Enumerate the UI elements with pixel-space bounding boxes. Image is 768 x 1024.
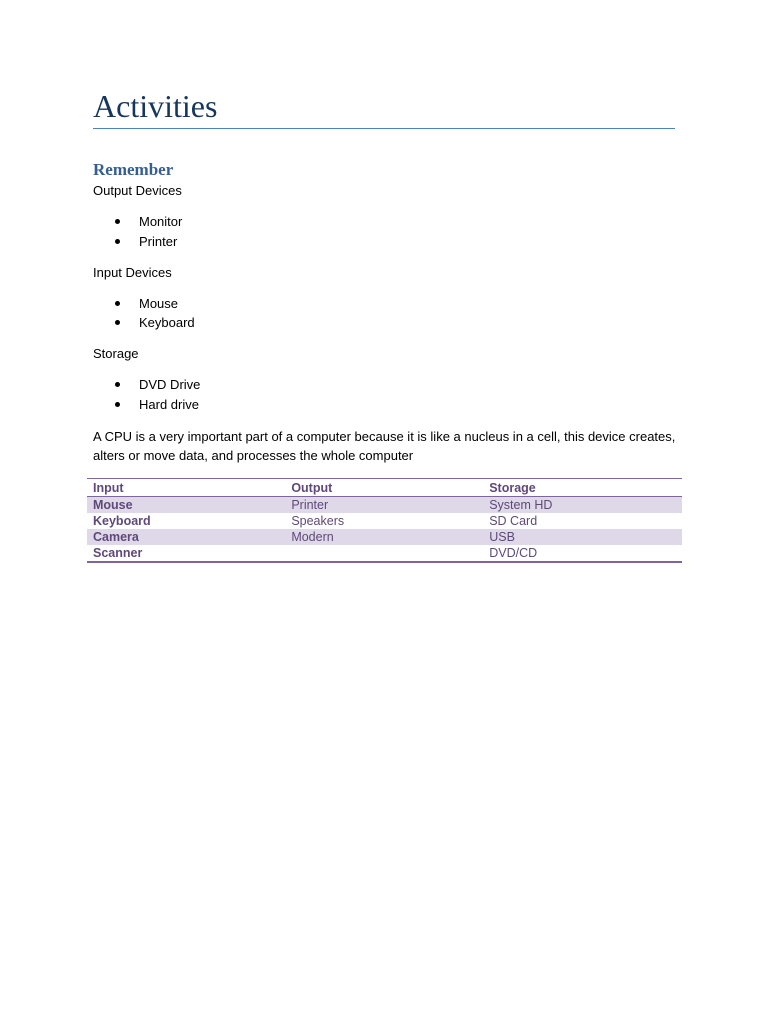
- column-header-output: Output: [285, 479, 483, 497]
- bullet-icon: [115, 382, 120, 387]
- table-row: [87, 513, 682, 529]
- table-row: [87, 497, 682, 514]
- table-cell: [285, 545, 483, 562]
- bullet-icon: [115, 239, 120, 244]
- table-cell: DVD/CD: [489, 546, 538, 560]
- table-cell: Scanner: [93, 546, 143, 560]
- column-header-storage: Storage: [483, 479, 682, 497]
- table-cell: SD Card: [489, 514, 538, 528]
- column-header-input: Input: [87, 479, 285, 497]
- list-item: Keyboard: [139, 314, 195, 332]
- bullet-icon: [115, 320, 120, 325]
- bullet-icon: [115, 402, 120, 407]
- table-cell: System HD: [483, 497, 682, 514]
- table-cell: Printer: [285, 497, 483, 514]
- input-devices-label: Input Devices: [93, 265, 172, 280]
- list-item: Hard drive: [139, 396, 199, 414]
- bullet-icon: [115, 219, 120, 224]
- list-item: DVD Drive: [139, 376, 200, 394]
- list-item: Printer: [139, 233, 177, 251]
- bullet-icon: [115, 301, 120, 306]
- output-devices-label: Output Devices: [93, 183, 182, 198]
- table-header-row: [87, 479, 682, 497]
- table-row: [87, 529, 682, 545]
- page-title: Activities: [93, 88, 218, 124]
- table-cell: Camera: [87, 529, 285, 545]
- storage-label: Storage: [93, 346, 139, 361]
- list-item: Monitor: [139, 213, 182, 231]
- table-cell: Keyboard: [93, 514, 151, 528]
- section-heading: Remember: [93, 160, 174, 179]
- table-cell: USB: [483, 529, 682, 545]
- table-cell: Speakers: [291, 514, 345, 528]
- devices-table: [87, 478, 682, 563]
- list-item: Mouse: [139, 295, 178, 313]
- cpu-paragraph: A CPU is a very important part of a computer because it is like a nucleus in a cell, this device creates, alters or move data, and processes the whole computer: [93, 429, 676, 463]
- table-cell: Mouse: [87, 497, 285, 514]
- table-cell: Modern: [285, 529, 483, 545]
- table-row: [87, 545, 682, 562]
- title-underline: [93, 128, 675, 129]
